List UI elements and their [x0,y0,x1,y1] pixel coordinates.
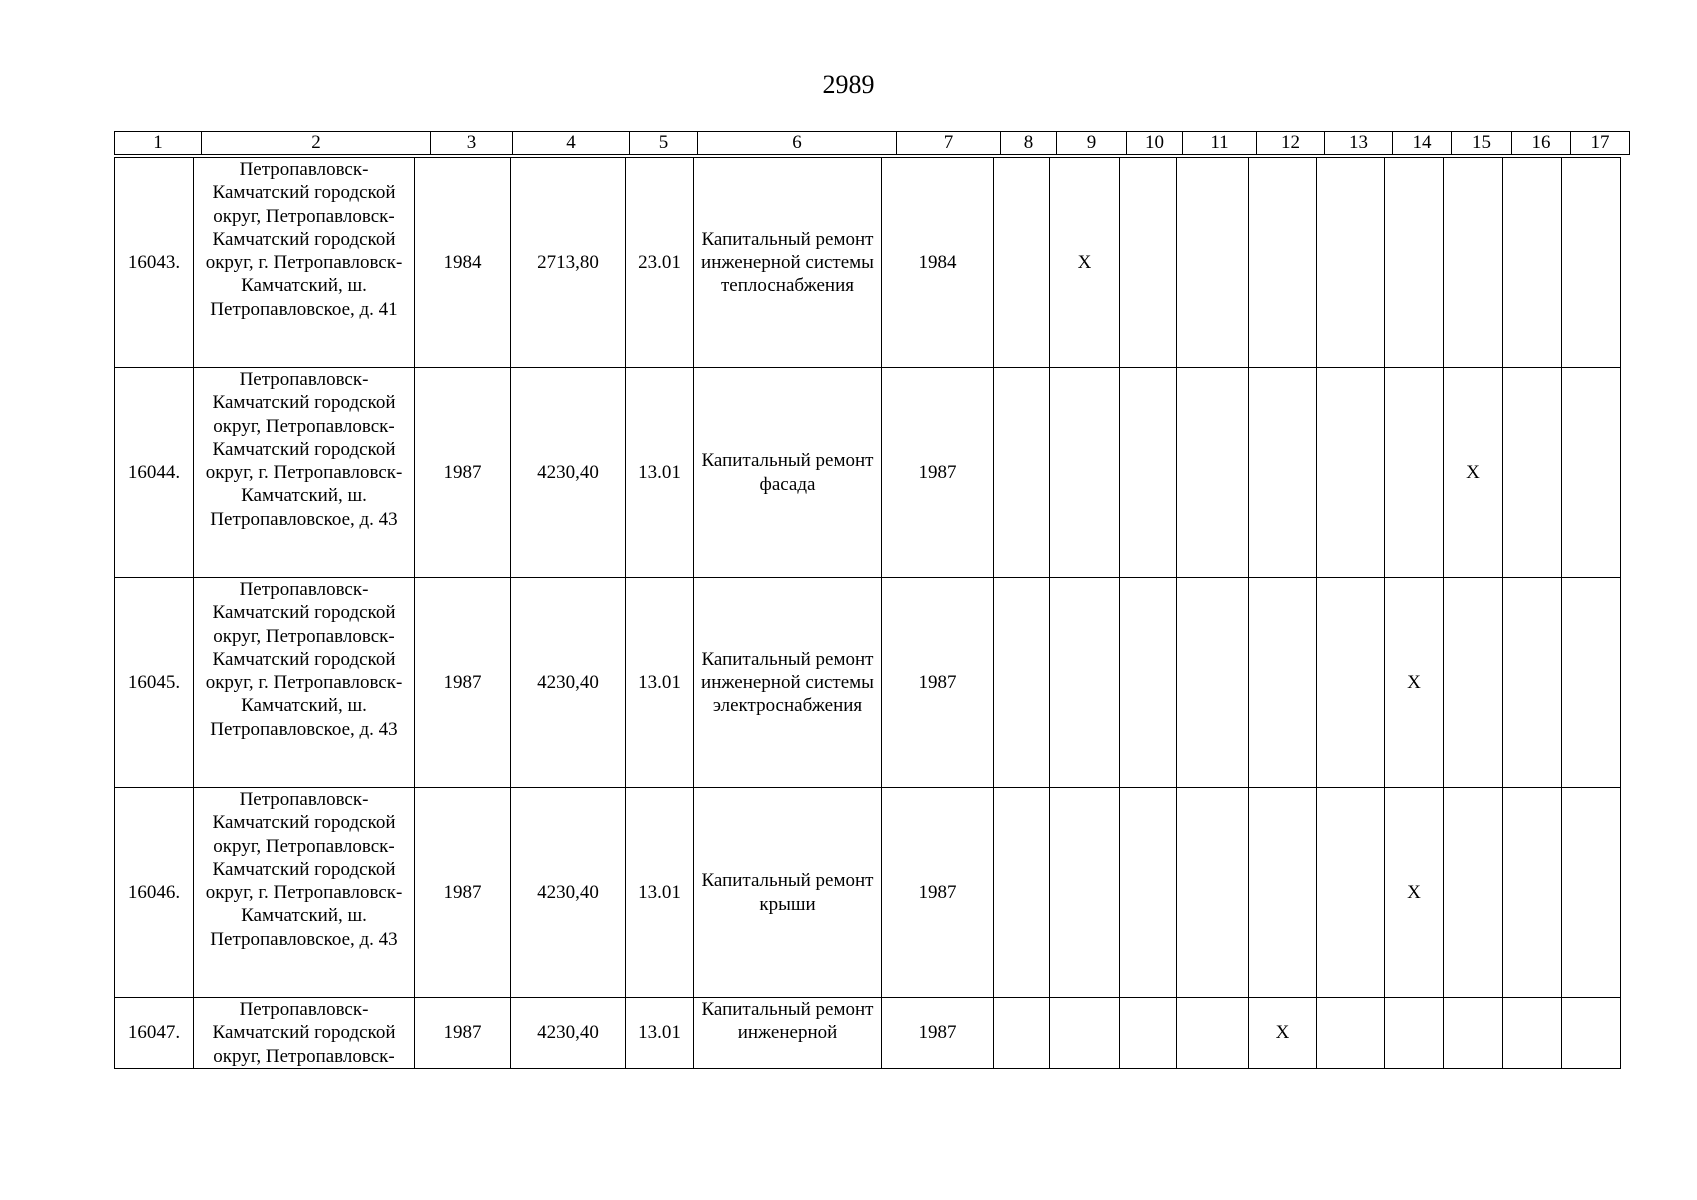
mark-cell [994,578,1050,788]
mark-cell [1249,158,1317,368]
mark-cell: X [1385,788,1444,998]
mark-cell [994,998,1050,1069]
mark-cell [1050,788,1120,998]
area-cell: 4230,40 [511,788,626,998]
area-cell: 2713,80 [511,158,626,368]
row-number: 16043. [115,158,194,368]
row-number: 16047. [115,998,194,1069]
mark-cell [1317,368,1385,578]
header-cell: 14 [1393,132,1452,155]
build-year-cell: 1987 [415,788,511,998]
area-cell: 4230,40 [511,578,626,788]
area-cell: 4230,40 [511,368,626,578]
data-table [114,157,1621,1069]
mark-cell: X [1050,158,1120,368]
mark-cell [1050,578,1120,788]
mark-cell [1385,158,1444,368]
mark-cell [1249,368,1317,578]
mark-cell [1562,578,1621,788]
mark-cell [1444,158,1503,368]
header-cell: 1 [115,132,202,155]
work-type-cell: Капитальный ремонт фасада [694,368,882,578]
header-cell: 15 [1452,132,1512,155]
year-cell: 1987 [882,368,994,578]
header-cell: 4 [513,132,630,155]
mark-cell [1120,788,1177,998]
mark-cell [1050,998,1120,1069]
mark-cell [1120,368,1177,578]
mark-cell: X [1385,578,1444,788]
mark-cell [1317,578,1385,788]
mark-cell [1503,998,1562,1069]
row-number: 16046. [115,788,194,998]
header-cell: 6 [698,132,897,155]
header-cell: 3 [431,132,513,155]
mark-cell [1503,578,1562,788]
header-cell: 17 [1571,132,1630,155]
work-type-cell: Капитальный ремонт инженерной системы электроснабжения [694,578,882,788]
table-row [115,998,1621,1069]
build-year-cell: 1984 [415,158,511,368]
mark-cell [1249,788,1317,998]
code-cell: 13.01 [626,788,694,998]
mark-cell [1317,998,1385,1069]
year-cell: 1984 [882,158,994,368]
mark-cell [1120,998,1177,1069]
header-cell: 5 [630,132,698,155]
mark-cell: X [1444,368,1503,578]
year-cell: 1987 [882,998,994,1069]
mark-cell [1249,578,1317,788]
mark-cell: X [1249,998,1317,1069]
code-cell: 13.01 [626,578,694,788]
mark-cell [1562,158,1621,368]
mark-cell [1503,158,1562,368]
area-cell: 4230,40 [511,998,626,1069]
mark-cell [1120,578,1177,788]
mark-cell [1385,368,1444,578]
row-number: 16045. [115,578,194,788]
address-cell: Петропавловск-Камчатский городской округ, Петропавловск-Камчатский городской округ, г. Петропавловск-Камчатский, ш. Петропавловское, д. 43 [194,578,415,788]
column-number-header [114,131,1630,155]
build-year-cell: 1987 [415,998,511,1069]
table-row [115,158,1621,368]
mark-cell [1317,788,1385,998]
mark-cell [1444,788,1503,998]
mark-cell [1177,578,1249,788]
code-cell: 23.01 [626,158,694,368]
mark-cell [994,158,1050,368]
address-cell: Петропавловск-Камчатский городской округ, Петропавловск- [194,998,415,1069]
code-cell: 13.01 [626,368,694,578]
year-cell: 1987 [882,788,994,998]
header-cell: 10 [1127,132,1183,155]
header-cell: 8 [1001,132,1057,155]
mark-cell [1317,158,1385,368]
table-row [115,788,1621,998]
mark-cell [1562,788,1621,998]
address-cell: Петропавловск-Камчатский городской округ, Петропавловск-Камчатский городской округ, г. Петропавловск-Камчатский, ш. Петропавловское, д. 43 [194,368,415,578]
header-cell: 2 [202,132,431,155]
mark-cell [994,368,1050,578]
row-number: 16044. [115,368,194,578]
mark-cell [1177,788,1249,998]
header-cell: 13 [1325,132,1393,155]
header-cell: 11 [1183,132,1257,155]
header-row [115,132,1630,155]
year-cell: 1987 [882,578,994,788]
mark-cell [1562,998,1621,1069]
address-cell: Петропавловск-Камчатский городской округ, Петропавловск-Камчатский городской округ, г. Петропавловск-Камчатский, ш. Петропавловское, д. 41 [194,158,415,368]
header-cell: 7 [897,132,1001,155]
work-type-cell: Капитальный ремонт крыши [694,788,882,998]
mark-cell [1444,998,1503,1069]
mark-cell [1503,788,1562,998]
table-row [115,368,1621,578]
mark-cell [1385,998,1444,1069]
mark-cell [1562,368,1621,578]
mark-cell [1177,158,1249,368]
mark-cell [994,788,1050,998]
mark-cell [1177,368,1249,578]
header-cell: 9 [1057,132,1127,155]
mark-cell [1120,158,1177,368]
build-year-cell: 1987 [415,368,511,578]
work-type-cell: Капитальный ремонт инженерной [694,998,882,1069]
mark-cell [1444,578,1503,788]
mark-cell [1503,368,1562,578]
work-type-cell: Капитальный ремонт инженерной системы теплоснабжения [694,158,882,368]
address-cell: Петропавловск-Камчатский городской округ, Петропавловск-Камчатский городской округ, г. Петропавловск-Камчатский, ш. Петропавловское, д. 43 [194,788,415,998]
code-cell: 13.01 [626,998,694,1069]
mark-cell [1177,998,1249,1069]
table-row [115,578,1621,788]
build-year-cell: 1987 [415,578,511,788]
page-number: 2989 [822,70,875,99]
header-cell: 12 [1257,132,1325,155]
mark-cell [1050,368,1120,578]
header-cell: 16 [1512,132,1571,155]
